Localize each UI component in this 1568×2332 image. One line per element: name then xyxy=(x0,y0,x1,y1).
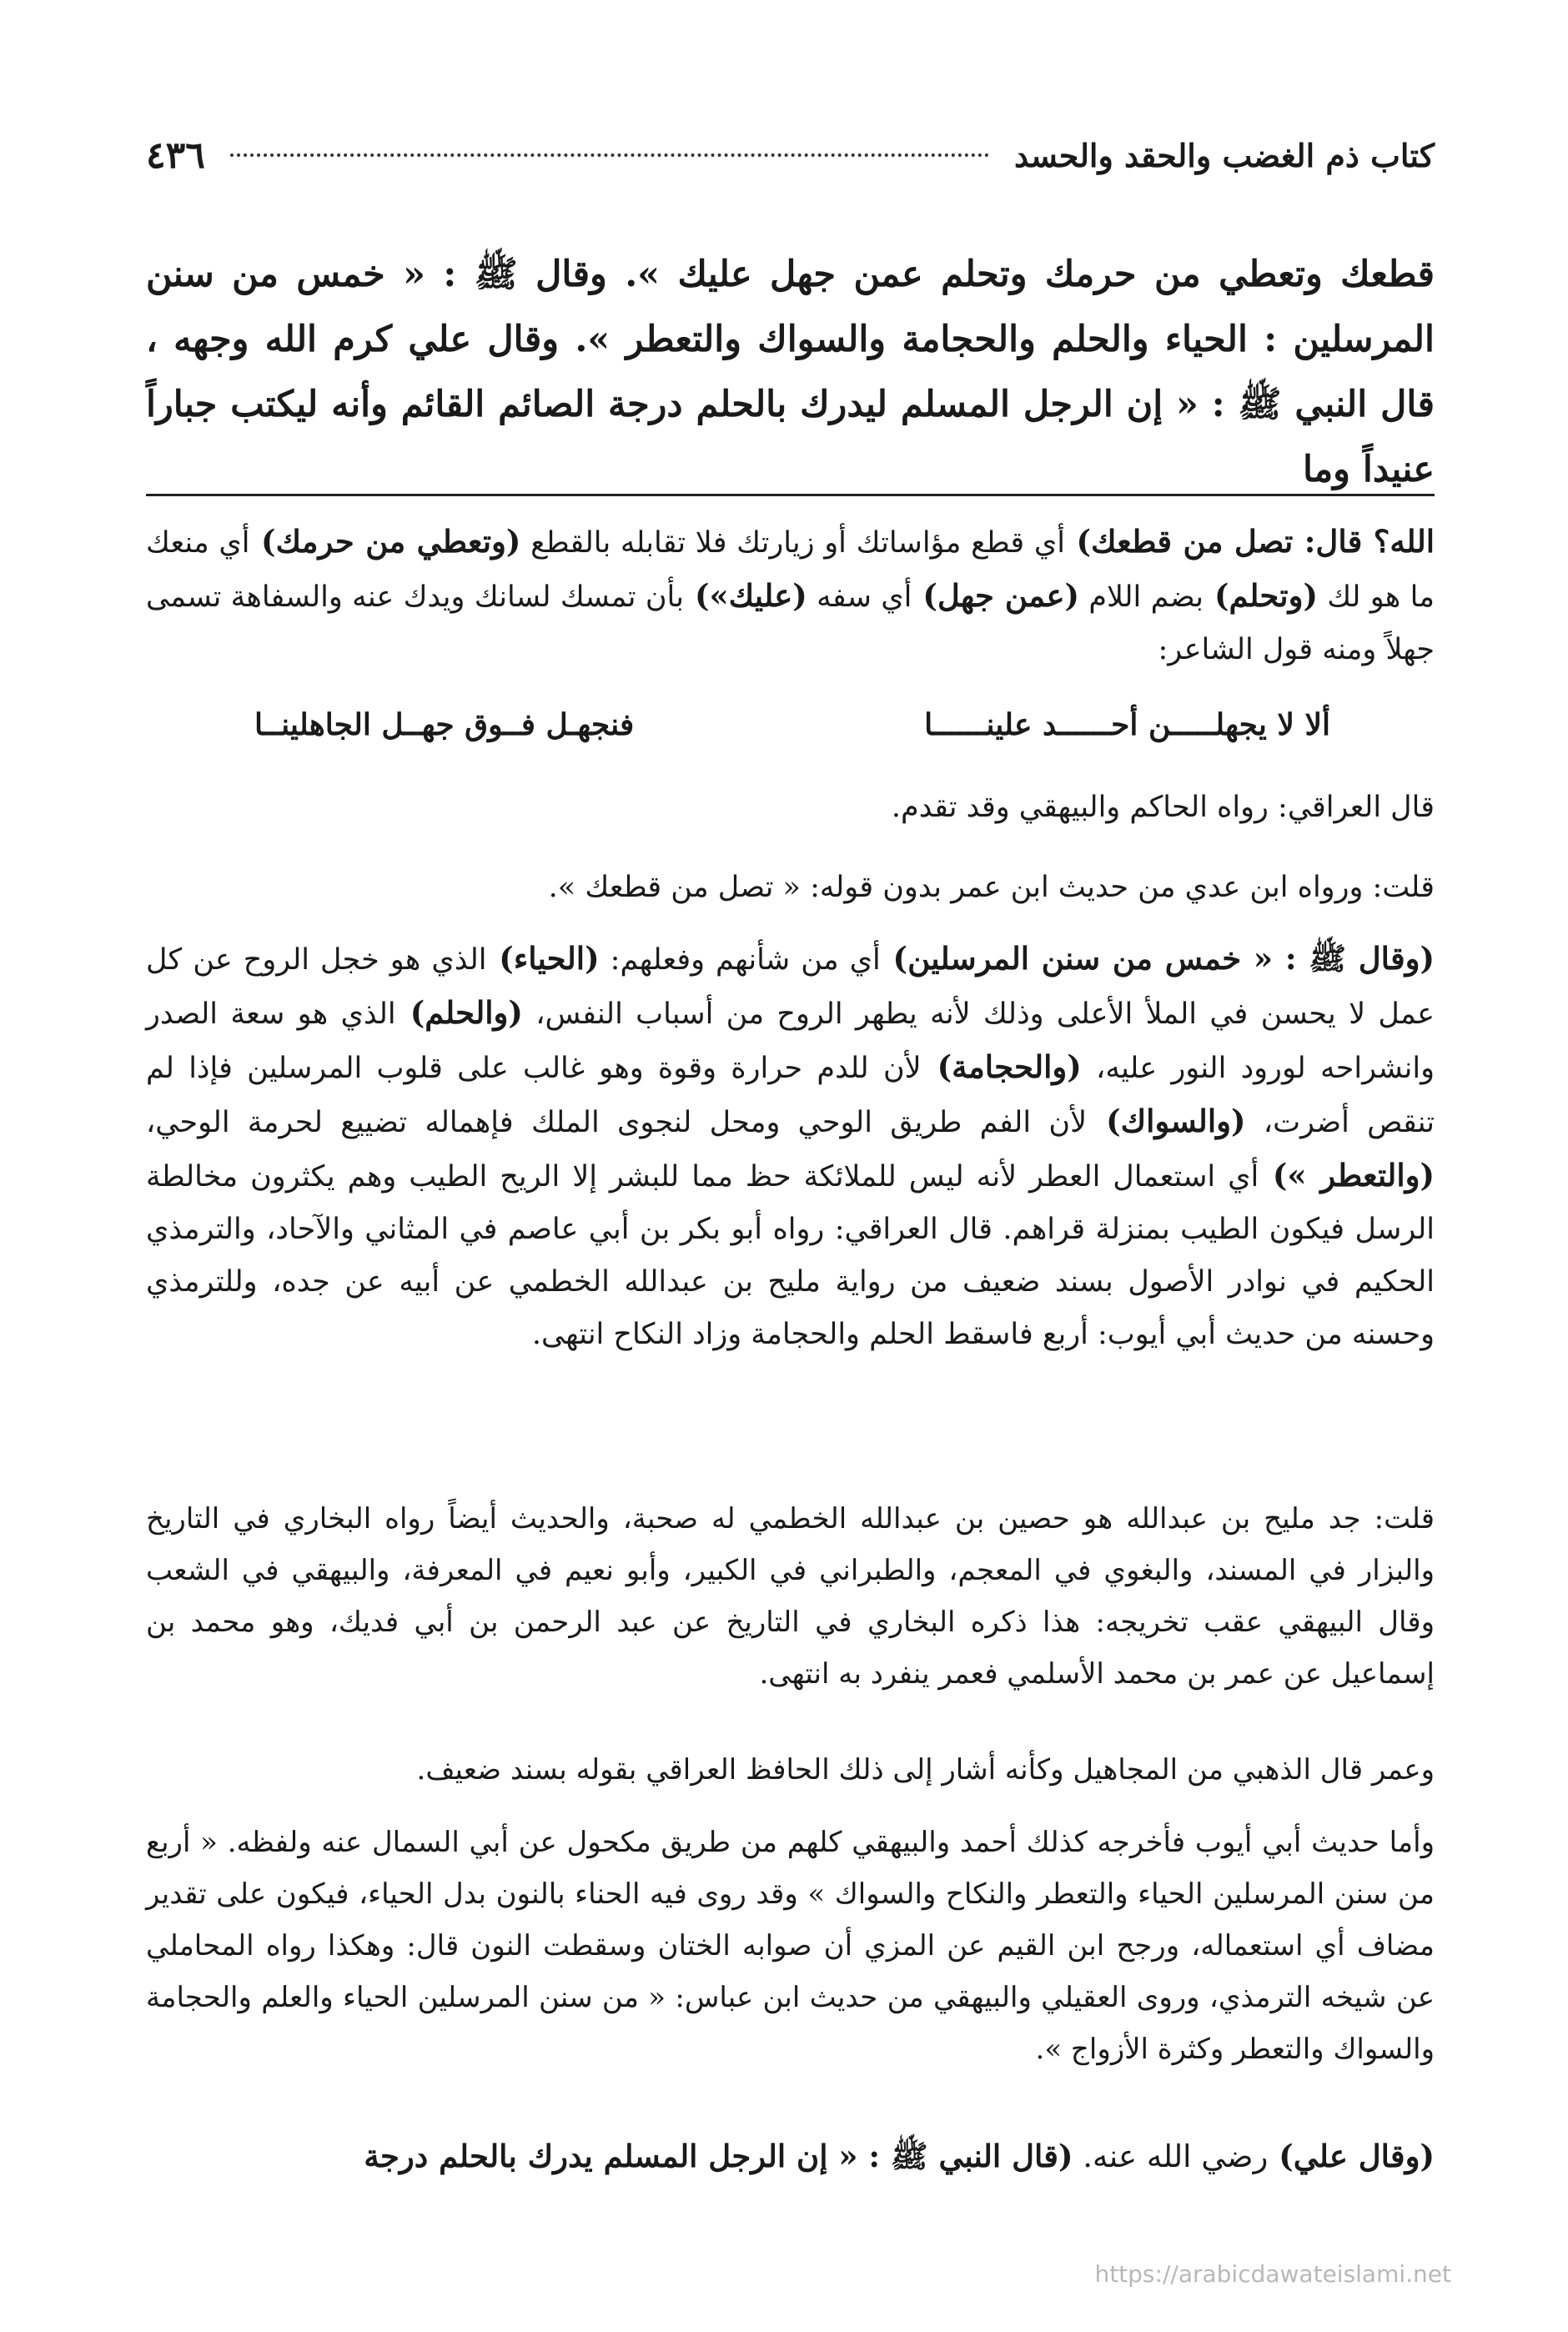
poem-verse xyxy=(254,707,1330,761)
text-segment: بأن تمسك لسانك ويدك عنه والسفاهة تسمى جهلاً ومنه قول الشاعر: xyxy=(146,580,1435,666)
commentary-paragraph-7 xyxy=(146,2130,1435,2183)
poem-first-hemistich: ألا لا يجهلـــــن أحــــــد علينــــــا xyxy=(924,707,1330,742)
text-segment: الذي هو سعة الصدر وانشراحه لورود النور عليه، xyxy=(146,998,1435,1085)
bold-segment: (وقال ﷺ : « خمس من سنن المرسلين) xyxy=(880,940,1435,977)
text-segment: أي قطع مؤاساتك أو زيارتك فلا تقابله بالقطع xyxy=(520,526,1065,560)
text-segment: لأن الفم طريق الوحي ومحل لنجوى الملك فإهماله تضييع لحرمة الوحي، xyxy=(146,1106,1088,1139)
paragraph-text: وأما حديث أبي أيوب فأخرجه كذلك أحمد والبيهقي كلهم من طريق مكحول عن أبي السمال عنه ولفظه. « أربع من سنن المرسلين الحياء والتعطر والنكاح والسواك » وقد روى فيه الحناء بالنون بدل الحياء، فيكون على تقدير مضاف أي استعماله، ورجح ابن القيم عن المزي أن صوابه الختان وسقطت النون قال: وهكذا رواه المحاملي عن شيخه الترمذي، وروى العقيلي والبيهقي من حديث ابن عباس: « من سنن المرسلين الحياء والعلم والحجامة والسواك والتعطر وكثرة الأزواج ». xyxy=(146,1826,1435,2066)
bold-segment: (والسواك) xyxy=(1087,1103,1246,1139)
page-number: ٤٣٦ xyxy=(146,133,205,177)
main-text-paragraph: قطعك وتعطي من حرمك وتحلم عمن جهل عليك ». وقال ﷺ : « خمس من سنن المرسلين : الحياء والحلم والحجامة والسواك والتعطر ». وقال علي كرم الله وجهه ، قال النبي ﷺ : « إن الرجل المسلم ليدرك بالحلم درجة الصائم القائم وأنه ليكتب جباراً عنيداً وما xyxy=(146,254,1435,490)
commentary-paragraph-5 xyxy=(146,1745,1435,1795)
paragraph-text: قلت: ورواه ابن عدي من حديث ابن عمر بدون قوله: « تصل من قطعك ». xyxy=(548,871,1435,904)
text-segment: أي منعك ما هو لك xyxy=(146,526,1435,614)
text-segment: الذي هو خجل الروح عن كل عمل لا يحسن في الملأ الأعلى وذلك لأنه يطهر الروح من أسباب النفس، xyxy=(146,943,1435,1031)
bold-segment: الله؟ قال: تصل من قطعك) xyxy=(1064,523,1435,560)
bold-segment: (عليك») xyxy=(683,577,807,614)
bold-segment: (قال النبي ﷺ : « إن الرجل المسلم يدرك بالحلم درجة xyxy=(364,2138,1073,2174)
text-segment: رضي الله عنه. xyxy=(1073,2139,1269,2174)
text-segment: أي من شأنهم وفعلهم: xyxy=(599,943,881,977)
header-leader-dots xyxy=(230,153,989,157)
bold-segment: (وتحلم) xyxy=(1203,577,1318,614)
poem-second-hemistich: فنجهـل فــوق جهــل الجاهلينــا xyxy=(254,707,635,742)
commentary-paragraph-1 xyxy=(146,782,1435,832)
bold-segment: (وتعطي من حرمك) xyxy=(249,523,521,560)
bold-segment: (الحياء) xyxy=(486,940,600,977)
paragraph-text: قال العراقي: رواه الحاكم والبيهقي وقد تقدم. xyxy=(891,791,1435,824)
paragraph-text: وعمر قال الذهبي من المجاهيل وكأنه أشار إلى ذلك الحافظ العراقي بقوله بسند ضعيف. xyxy=(416,1753,1435,1787)
paragraph-text: قلت: جد مليح بن عبدالله هو حصين بن عبدالله الخطمي له صحبة، والحديث أيضاً رواه البخاري في التاريخ والبزار في المسند، والبغوي في المعجم، والطبراني في الكبير، وأبو نعيم في المعرفة، والبيهقي في الشعب وقال البيهقي عقب تخريجه: هذا ذكره البخاري في التاريخ عن عبد الرحمن بن أبي فديك، وهو محمد بن إسماعيل عن عمر بن محمد الأسلمي فعمر ينفرد به انتهى. xyxy=(146,1502,1435,1691)
commentary-paragraph-4 xyxy=(146,1493,1435,1700)
commentary-paragraph-2 xyxy=(146,862,1435,912)
running-title: كتاب ذم الغضب والحقد والحسد xyxy=(1013,136,1435,174)
commentary-paragraph-6 xyxy=(146,1817,1435,2075)
page-header xyxy=(146,125,1435,185)
watermark-url: https://arabicdawateislami.net xyxy=(1094,2260,1451,2288)
main-text xyxy=(146,242,1435,502)
bold-segment: (والحلم) xyxy=(395,994,523,1031)
separator-rule xyxy=(146,494,1435,496)
text-segment: أي سفه xyxy=(807,580,912,614)
commentary-intro-paragraph xyxy=(146,515,1435,676)
commentary-intro xyxy=(146,515,1435,676)
commentary-paragraph-3 xyxy=(146,932,1435,1361)
bold-segment: (عمن جهل) xyxy=(912,577,1080,614)
text-segment: لأن للدم حرارة وقوة وهو غالب على قلوب المرسلين فإذا لم تنقص أضرت، xyxy=(146,1052,1435,1139)
text-segment: بضم اللام xyxy=(1079,580,1204,614)
bold-segment: (والحجامة) xyxy=(921,1048,1082,1085)
bold-segment: (وقال علي) xyxy=(1268,2138,1435,2174)
paragraph-text xyxy=(146,932,1435,1361)
text-segment: أي استعمال العطر لأنه ليس للملائكة حظ مما للبشر إلا الريح الطيب وهم يكثرون مخالطة الرسل فيكون الطيب بمنزلة قراهم. قال العراقي: رواه أبو بكر بن أبي عاصم في المثاني والآحاد، والترمذي الحكيم في نوادر الأصول بسند ضعيف من رواية مليح بن عبدالله الخطمي عن أبيه عن جده، وللترمذي وحسنه من حديث أبي أيوب: أربع فاسقط الحلم والحجامة وزاد النكاح انتهى. xyxy=(146,1160,1435,1351)
paragraph-text xyxy=(146,2130,1435,2183)
bold-segment: (والتعطر ») xyxy=(1259,1157,1435,1194)
